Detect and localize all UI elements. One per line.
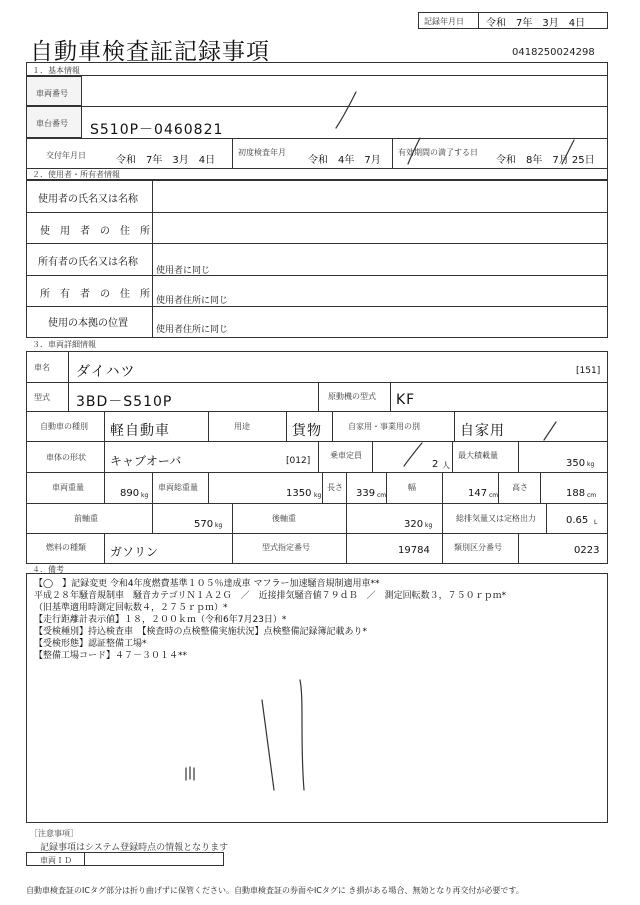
- width-unit: cm: [489, 492, 499, 499]
- capacity-label: 乗車定員: [330, 451, 362, 460]
- gross-unit: kg: [314, 492, 322, 499]
- shape-label: 車体の形状: [46, 453, 86, 462]
- owner-address-label: 所 有 者 の 住 所: [40, 289, 150, 300]
- rear-axle-label: 後軸重: [272, 514, 296, 523]
- remark-line: 【整備工場コード】４７－３０１４**: [34, 651, 188, 661]
- weight: 890: [120, 488, 140, 499]
- front-axle-label: 前軸重: [74, 514, 98, 523]
- first-reg: 令和 4年 7月: [308, 155, 381, 166]
- type-label: 自動車の種別: [40, 422, 88, 431]
- reg-number-label: 車両番号: [36, 89, 68, 98]
- capacity: 2: [432, 459, 439, 470]
- use-label: 自家用・事業用の別: [348, 422, 420, 431]
- record-date: 令和 7年 3月 4日: [486, 18, 586, 29]
- page-title: 自動車検査証記録事項: [30, 39, 270, 65]
- gross-label: 車両総重量: [158, 483, 198, 492]
- max-load-label: 最大積載量: [458, 451, 498, 460]
- category: 0223: [574, 545, 600, 556]
- first-reg-label: 初度検査年月: [238, 148, 286, 157]
- document-number: 0418250024298: [512, 47, 595, 58]
- remark-line: 【◯ 】記録変更 令和4年度燃費基準１０５％達成車 マフラー加速騒音規制適用車**: [34, 579, 380, 589]
- owner-address: 使用者住所に同じ: [156, 296, 229, 306]
- record-date-label: 記録年月日: [424, 17, 464, 26]
- designation: 19784: [398, 545, 430, 556]
- chassis-label: 車台番号: [36, 119, 68, 128]
- section-basic-heading: １．基本情報: [32, 66, 80, 75]
- remark-line: 【走行距離計表示値】１８，２００ｋｍ（令和6年7月23日）*: [34, 615, 287, 625]
- weight-unit: kg: [141, 492, 149, 499]
- vehicle-name: ダイハツ: [76, 364, 136, 380]
- width-label: 幅: [408, 483, 416, 492]
- remark-line: 【受検形態】認証整備工場*: [34, 639, 147, 649]
- footer-note: 自動車検査証のICタグ部分は折り曲げずに保管ください。自動車検査証の券面やICタグに き損がある場合、無効となり再交付が必要です。: [26, 886, 524, 895]
- remark-line: 平成２８年騒音規制車 騒音カテゴリＮ１Ａ２Ｇ ／ 近接排気騒音値７９ｄＢ ／ 測定回転数３，７５０ｒｐｍ*: [34, 591, 507, 601]
- designation-label: 型式指定番号: [262, 543, 310, 552]
- length-label: 長さ: [327, 483, 343, 492]
- notes-text: 記録事項はシステム登録時点の情報となります: [40, 843, 229, 853]
- body-shape: キャブオーバ: [110, 454, 182, 468]
- capacity-unit: 人: [442, 461, 450, 470]
- rear-axle: 320: [404, 519, 424, 530]
- expiry-label: 有効期間の満了する日: [398, 148, 478, 157]
- front-axle-unit: kg: [215, 522, 223, 529]
- engine: KF: [396, 392, 416, 408]
- height-label: 高さ: [512, 483, 528, 492]
- section-owner-heading: ２．使用者・所有者情報: [32, 170, 120, 179]
- use: 自家用: [460, 423, 505, 439]
- height: 188: [566, 488, 586, 499]
- body-shape-code: [012]: [286, 456, 311, 466]
- model: 3BD－S510P: [76, 394, 173, 410]
- max-load-unit: kg: [587, 461, 595, 468]
- issue-date: 令和 7年 3月 4日: [116, 155, 216, 166]
- length-unit: cm: [377, 492, 387, 499]
- user-address-label: 使 用 者 の 住 所: [40, 226, 150, 237]
- front-axle: 570: [194, 519, 214, 530]
- height-unit: cm: [587, 492, 597, 499]
- displacement: 0.65: [566, 515, 589, 526]
- purpose-label: 用途: [234, 422, 250, 431]
- category-label: 類別区分番号: [454, 543, 502, 552]
- displacement-label: 総排気量又は定格出力: [456, 514, 536, 523]
- rear-axle-unit: kg: [425, 522, 433, 529]
- width: 147: [468, 488, 488, 499]
- user-name-label: 使用者の氏名又は名称: [38, 194, 138, 205]
- remark-line: （旧基準適用時測定回転数４，２７５ｒｐｍ）*: [34, 603, 228, 613]
- fuel-label: 燃料の種類: [46, 543, 86, 552]
- chassis-number: S510P－0460821: [90, 122, 224, 138]
- displacement-unit: L: [594, 519, 598, 526]
- purpose: 貨物: [292, 423, 322, 439]
- engine-label: 原動機の型式: [328, 392, 376, 401]
- base-location: 使用者住所に同じ: [156, 325, 229, 335]
- weight-label: 車両重量: [52, 483, 84, 492]
- vehicle-type: 軽自動車: [110, 423, 170, 439]
- notes-heading: ［注意事項］: [30, 829, 78, 838]
- owner-name: 使用者に同じ: [156, 266, 211, 276]
- base-location-label: 使用の本拠の位置: [48, 318, 128, 329]
- length: 339: [356, 488, 376, 499]
- section-vehicle-heading: ３．車両詳細情報: [32, 340, 96, 349]
- gross-weight: 1350: [286, 488, 312, 499]
- fuel: ガソリン: [110, 545, 159, 559]
- model-label: 型式: [34, 393, 50, 402]
- max-load: 350: [566, 458, 586, 469]
- section-remarks-heading: ４．備考: [32, 565, 64, 574]
- expiry-date: 令和 8年 7月 25日: [496, 155, 595, 166]
- vehicle-name-label: 車名: [34, 363, 50, 372]
- vehicle-id-label: 車両ＩＤ: [40, 856, 72, 865]
- issue-date-label: 交付年月日: [46, 151, 86, 160]
- vehicle-name-code: [151]: [576, 366, 601, 376]
- owner-name-label: 所有者の氏名又は名称: [38, 257, 138, 268]
- remark-line: 【受検種別】持込検査車 【検査時の点検整備実施状況】点検整備記録簿記載あり*: [34, 627, 368, 637]
